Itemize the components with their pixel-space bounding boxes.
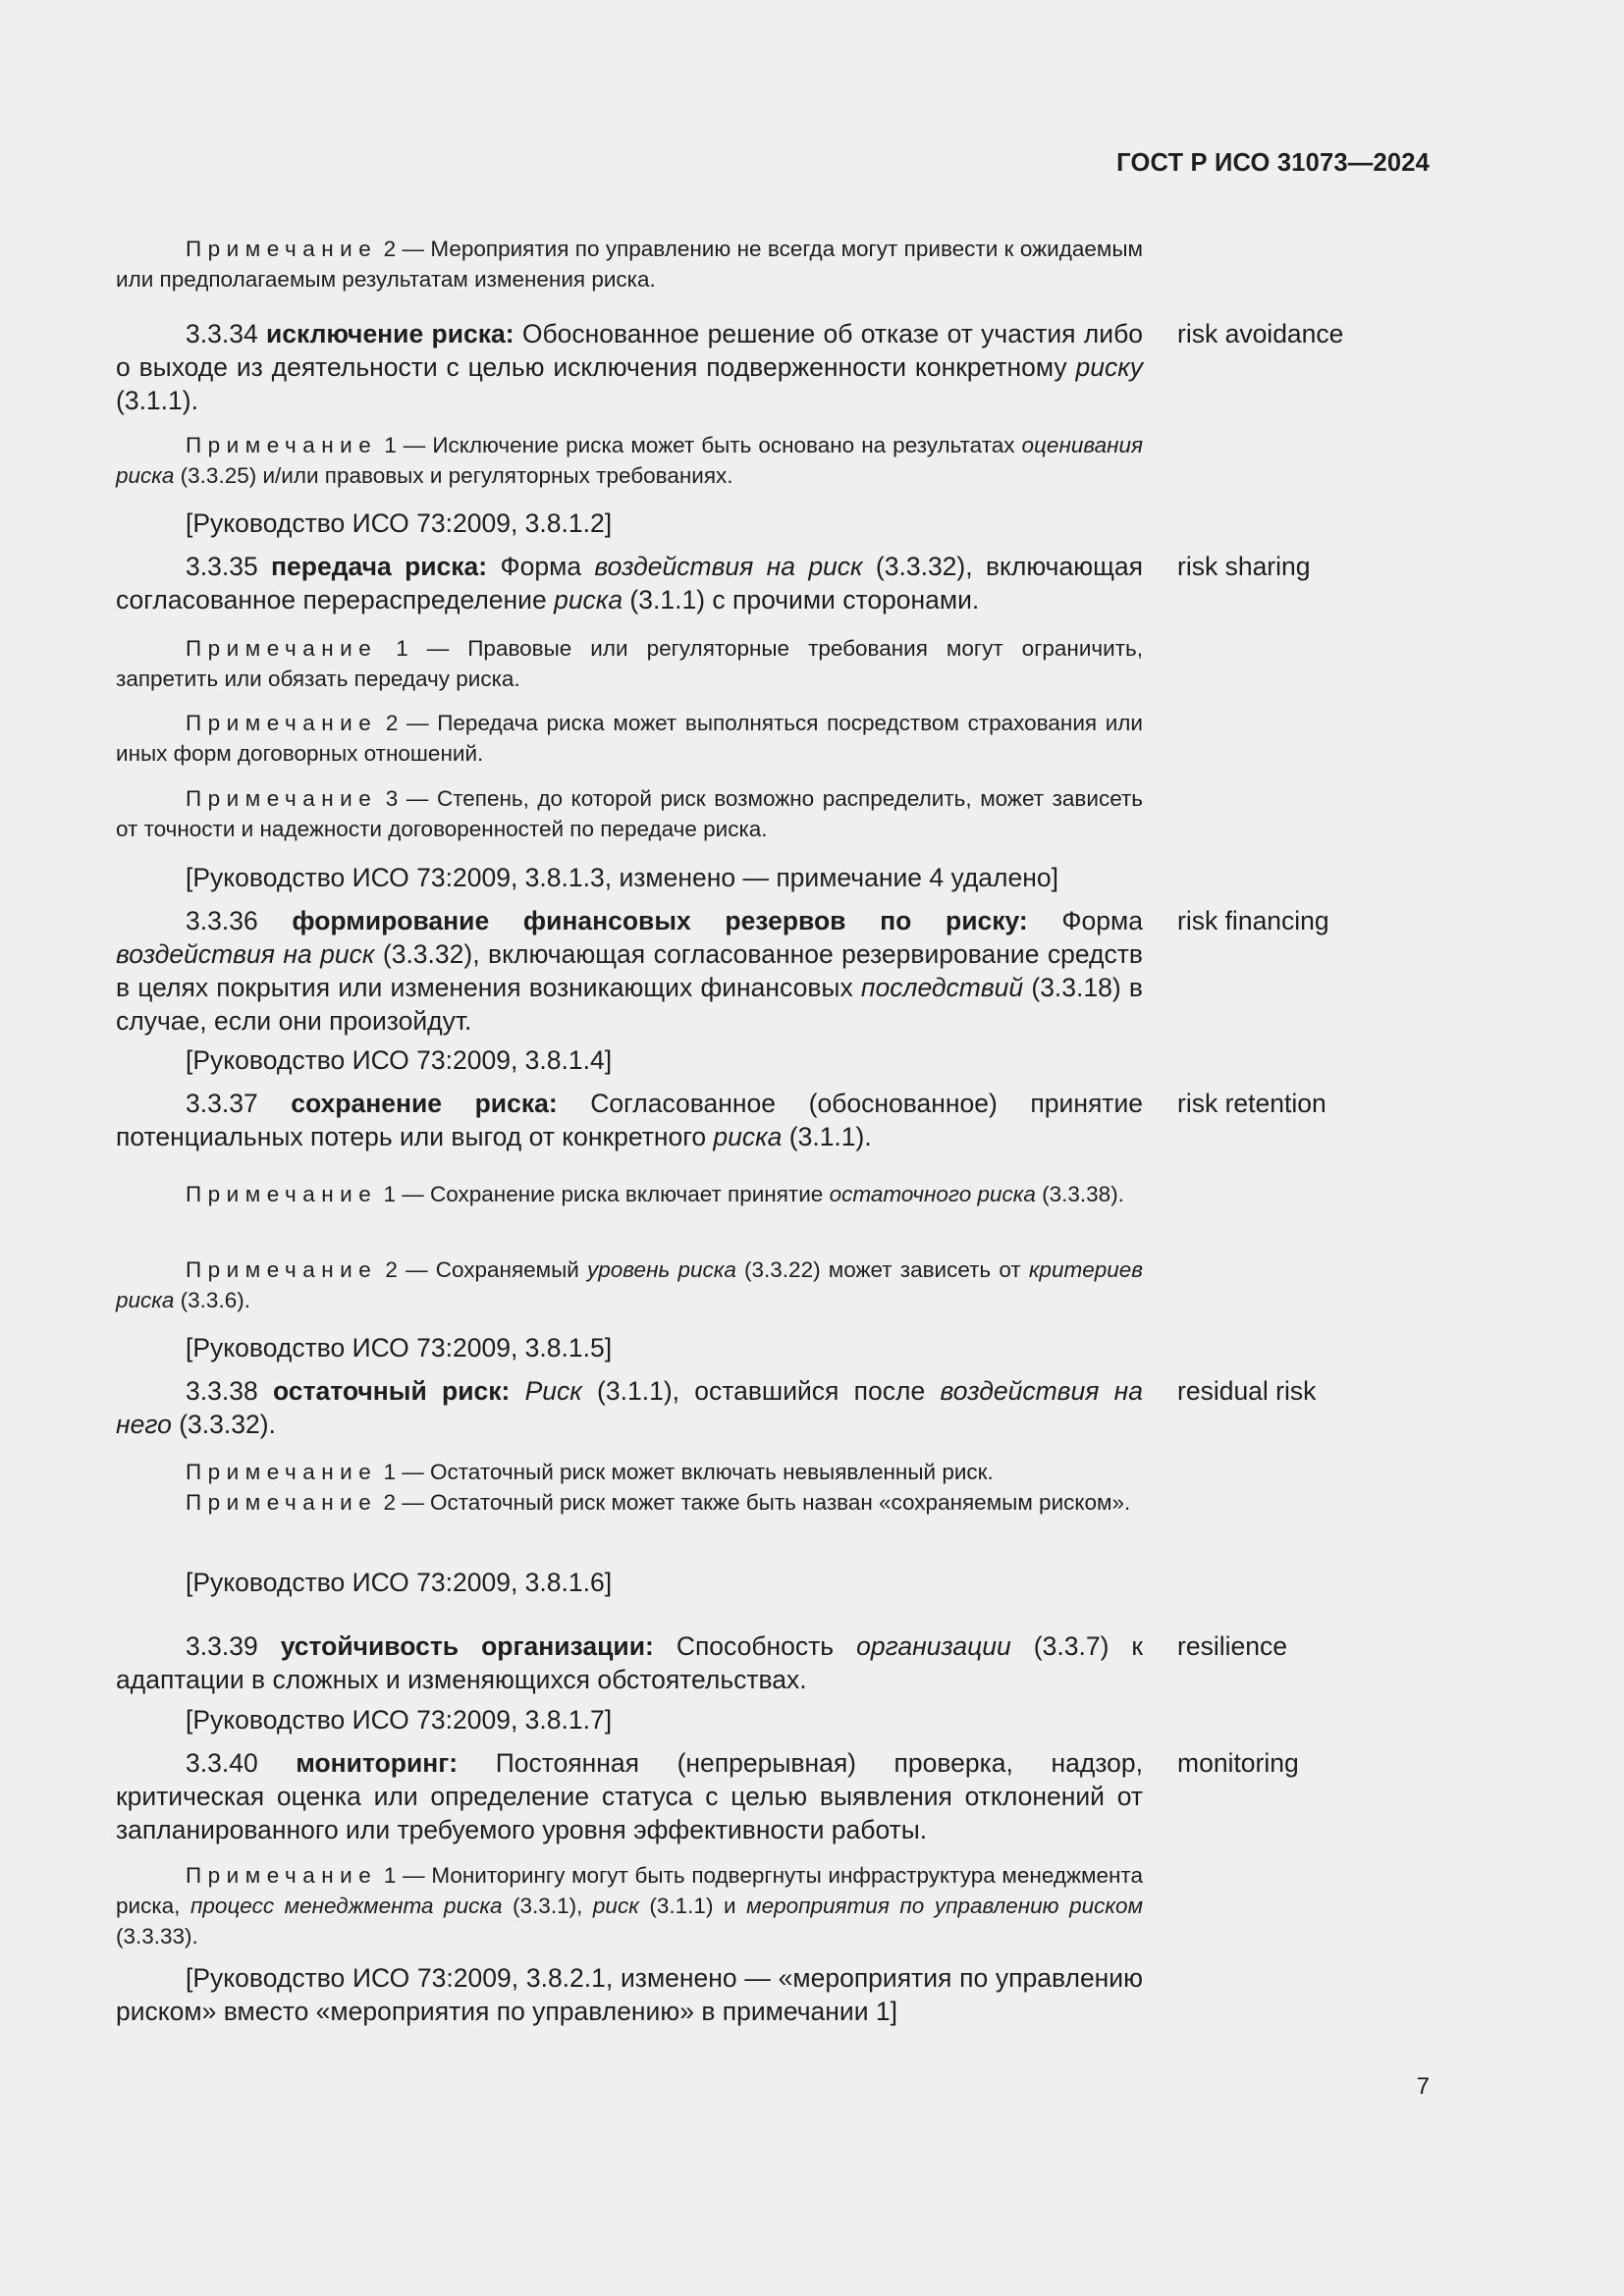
italic-term-ref: риску bbox=[1075, 352, 1143, 382]
term-number: 3.3.35 bbox=[186, 552, 272, 581]
note-number: 2 bbox=[377, 237, 397, 261]
note-text: Примечание 2 — Передача риска может выполняться посредством страхования или иных форм договорных отношений. bbox=[116, 711, 1143, 766]
note bbox=[116, 1457, 1549, 1487]
note bbox=[116, 1860, 1549, 1951]
italic-term-ref: Риск bbox=[524, 1376, 582, 1406]
italic-term-ref: воздействия на него bbox=[116, 1376, 1143, 1439]
note-label: Примечание bbox=[186, 1182, 378, 1206]
note bbox=[116, 1255, 1549, 1315]
note-number: 2 bbox=[377, 711, 399, 735]
english-term: risk retention bbox=[1177, 1089, 1326, 1118]
note bbox=[116, 234, 1549, 294]
note-label: Примечание bbox=[186, 1257, 378, 1282]
reference-text: [Руководство ИСО 73:2009, 3.8.1.2] bbox=[186, 508, 613, 538]
italic-term-ref: мероприятия по управлению риском bbox=[746, 1894, 1143, 1918]
note-number: 1 bbox=[377, 433, 397, 457]
english-term: risk financing bbox=[1177, 906, 1329, 935]
term-number: 3.3.38 bbox=[186, 1376, 273, 1406]
note-text: Примечание 2 — Сохраняемый уровень риска (3.3.22) может зависеть от критериев риска (3.3.6). bbox=[116, 1257, 1144, 1312]
note bbox=[116, 1179, 1549, 1209]
source-reference bbox=[116, 1566, 1549, 1599]
document-code: ГОСТ Р ИСО 31073—2024 bbox=[1116, 149, 1430, 177]
note-number: 1 bbox=[377, 1460, 396, 1484]
italic-term-ref: риска bbox=[713, 1122, 783, 1151]
italic-term-ref: риск bbox=[592, 1894, 639, 1918]
term-name: сохранение риска: bbox=[291, 1089, 558, 1118]
term-definition: 3.3.38 остаточный риск: Риск (3.1.1), оставшийся после воздействия на него (3.3.32). bbox=[116, 1376, 1143, 1439]
term-entry bbox=[116, 1087, 1549, 1153]
note bbox=[116, 430, 1549, 491]
source-reference bbox=[116, 1961, 1549, 2028]
italic-term-ref: критериев риска bbox=[116, 1257, 1144, 1312]
english-term: residual risk bbox=[1177, 1376, 1317, 1406]
term-name: передача риска: bbox=[271, 552, 488, 581]
source-reference bbox=[116, 1703, 1549, 1736]
term-entry bbox=[116, 550, 1549, 616]
term-definition: 3.3.37 сохранение риска: Согласованное (обоснованное) принятие потенциальных потерь или выгод от конкретного риска (3.1.1). bbox=[116, 1089, 1143, 1151]
note-number: 2 bbox=[377, 1490, 396, 1515]
note bbox=[116, 633, 1549, 694]
note-text: Примечание 1 — Исключение риска может быть основано на результатах оценивания риска (3.3.25) и/или правовых и регуляторных требованиях. bbox=[116, 433, 1144, 488]
italic-term-ref: риска bbox=[554, 585, 623, 614]
note-label: Примечание bbox=[186, 237, 378, 261]
note-label: Примечание bbox=[186, 433, 378, 457]
italic-term-ref: остаточного риска bbox=[829, 1182, 1036, 1206]
source-reference bbox=[116, 1331, 1549, 1364]
note-label: Примечание bbox=[186, 1460, 378, 1484]
term-number: 3.3.40 bbox=[186, 1748, 297, 1778]
italic-term-ref: процесс менеджмента риска bbox=[190, 1894, 503, 1918]
source-reference bbox=[116, 507, 1549, 540]
english-term: risk avoidance bbox=[1177, 319, 1344, 348]
note-label: Примечание bbox=[186, 1490, 378, 1515]
reference-text: [Руководство ИСО 73:2009, 3.8.2.1, изменено — «мероприятия по управлению риском» вместо «мероприятия по управлению» в примечании 1] bbox=[116, 1963, 1143, 2026]
note bbox=[116, 1487, 1549, 1518]
term-name: устойчивость организации: bbox=[280, 1631, 654, 1661]
note bbox=[116, 783, 1549, 844]
italic-term-ref: организации bbox=[856, 1631, 1011, 1661]
note-number: 1 bbox=[377, 1863, 397, 1888]
note-text: Примечание 1 — Мониторингу могут быть подвергнуты инфраструктура менеджмента риска, процесс менеджмента риска (3.3.1), риск (3.1.1) и мероприятия по управлению риском (3.3.33). bbox=[116, 1863, 1143, 1949]
note-text: Примечание 2 — Остаточный риск может также быть назван «сохраняемым риском». bbox=[186, 1490, 1131, 1515]
english-term: monitoring bbox=[1177, 1748, 1299, 1778]
page-number: 7 bbox=[1416, 2073, 1430, 2100]
italic-term-ref: воздействия на риск bbox=[116, 939, 375, 969]
reference-text: [Руководство ИСО 73:2009, 3.8.1.5] bbox=[186, 1333, 613, 1362]
term-entry bbox=[116, 1629, 1549, 1696]
note-text: Примечание 1 — Сохранение риска включает принятие остаточного риска (3.3.38). bbox=[186, 1182, 1124, 1206]
term-name: формирование финансовых резервов по риску: bbox=[292, 906, 1028, 935]
term-definition: 3.3.40 мониторинг: Постоянная (непрерывная) проверка, надзор, критическая оценка или определение статуса с целью выявления отклонений от запланированного или требуемого уровня эффективности работы. bbox=[116, 1748, 1143, 1844]
term-name: мониторинг: bbox=[296, 1748, 459, 1778]
term-name: исключение риска: bbox=[265, 319, 514, 348]
term-definition: 3.3.39 устойчивость организации: Способность организации (3.3.7) к адаптации в сложных и изменяющихся обстоятельствах. bbox=[116, 1631, 1144, 1694]
term-definition: 3.3.36 формирование финансовых резервов по риску: Форма воздействия на риск (3.3.32), включающая согласованное резервирование средств в целях покрытия или изменения возникающих финансовых последствий (3.3.18) в случае, если они произойдут. bbox=[116, 906, 1143, 1036]
term-definition: 3.3.35 передача риска: Форма воздействия на риск (3.3.32), включающая согласованное перераспределение риска (3.1.1) с прочими сторонами. bbox=[116, 552, 1143, 614]
note-label: Примечание bbox=[186, 636, 378, 661]
term-entry bbox=[116, 1746, 1549, 1846]
term-number: 3.3.36 bbox=[186, 906, 293, 935]
term-number: 3.3.39 bbox=[186, 1631, 281, 1661]
reference-text: [Руководство ИСО 73:2009, 3.8.1.6] bbox=[186, 1568, 613, 1597]
english-term: resilience bbox=[1177, 1631, 1287, 1661]
note-number: 2 bbox=[377, 1257, 398, 1282]
note-text: Примечание 2 — Мероприятия по управлению не всегда могут привести к ожидаемым или предполагаемым результатам изменения риска. bbox=[116, 237, 1143, 292]
note bbox=[116, 708, 1549, 769]
term-entry bbox=[116, 904, 1549, 1038]
reference-text: [Руководство ИСО 73:2009, 3.8.1.7] bbox=[186, 1705, 613, 1735]
source-reference bbox=[116, 1043, 1549, 1077]
note-label: Примечание bbox=[186, 1863, 378, 1888]
note-text: Примечание 3 — Степень, до которой риск возможно распределить, может зависеть от точности и надежности договоренностей по передаче риска. bbox=[116, 786, 1143, 841]
italic-term-ref: оценивания риска bbox=[116, 433, 1144, 488]
note-number: 1 bbox=[377, 1182, 396, 1206]
note-text: Примечание 1 — Остаточный риск может включать невыявленный риск. bbox=[186, 1460, 994, 1484]
reference-text: [Руководство ИСО 73:2009, 3.8.1.4] bbox=[186, 1045, 613, 1075]
italic-term-ref: последствий bbox=[860, 973, 1024, 1002]
note-number: 3 bbox=[377, 786, 399, 811]
term-entry bbox=[116, 317, 1549, 417]
term-number: 3.3.37 bbox=[186, 1089, 292, 1118]
term-number: 3.3.34 bbox=[186, 319, 266, 348]
italic-term-ref: уровень риска bbox=[587, 1257, 736, 1282]
english-term: risk sharing bbox=[1177, 552, 1311, 581]
note-label: Примечание bbox=[186, 711, 378, 735]
italic-term-ref: воздействия на риск bbox=[594, 552, 863, 581]
source-reference bbox=[116, 861, 1549, 894]
term-entry bbox=[116, 1374, 1549, 1441]
note-text: Примечание 1 — Правовые или регуляторные требования могут ограничить, запретить или обязать передачу риска. bbox=[116, 636, 1143, 691]
term-definition: 3.3.34 исключение риска: Обоснованное решение об отказе от участия либо о выходе из деятельности с целью исключения подверженности конкретному риску (3.1.1). bbox=[116, 319, 1143, 415]
note-label: Примечание bbox=[186, 786, 378, 811]
note-number: 1 bbox=[377, 636, 408, 661]
term-name: остаточный риск: bbox=[272, 1376, 511, 1406]
reference-text: [Руководство ИСО 73:2009, 3.8.1.3, изменено — примечание 4 удалено] bbox=[186, 863, 1058, 892]
